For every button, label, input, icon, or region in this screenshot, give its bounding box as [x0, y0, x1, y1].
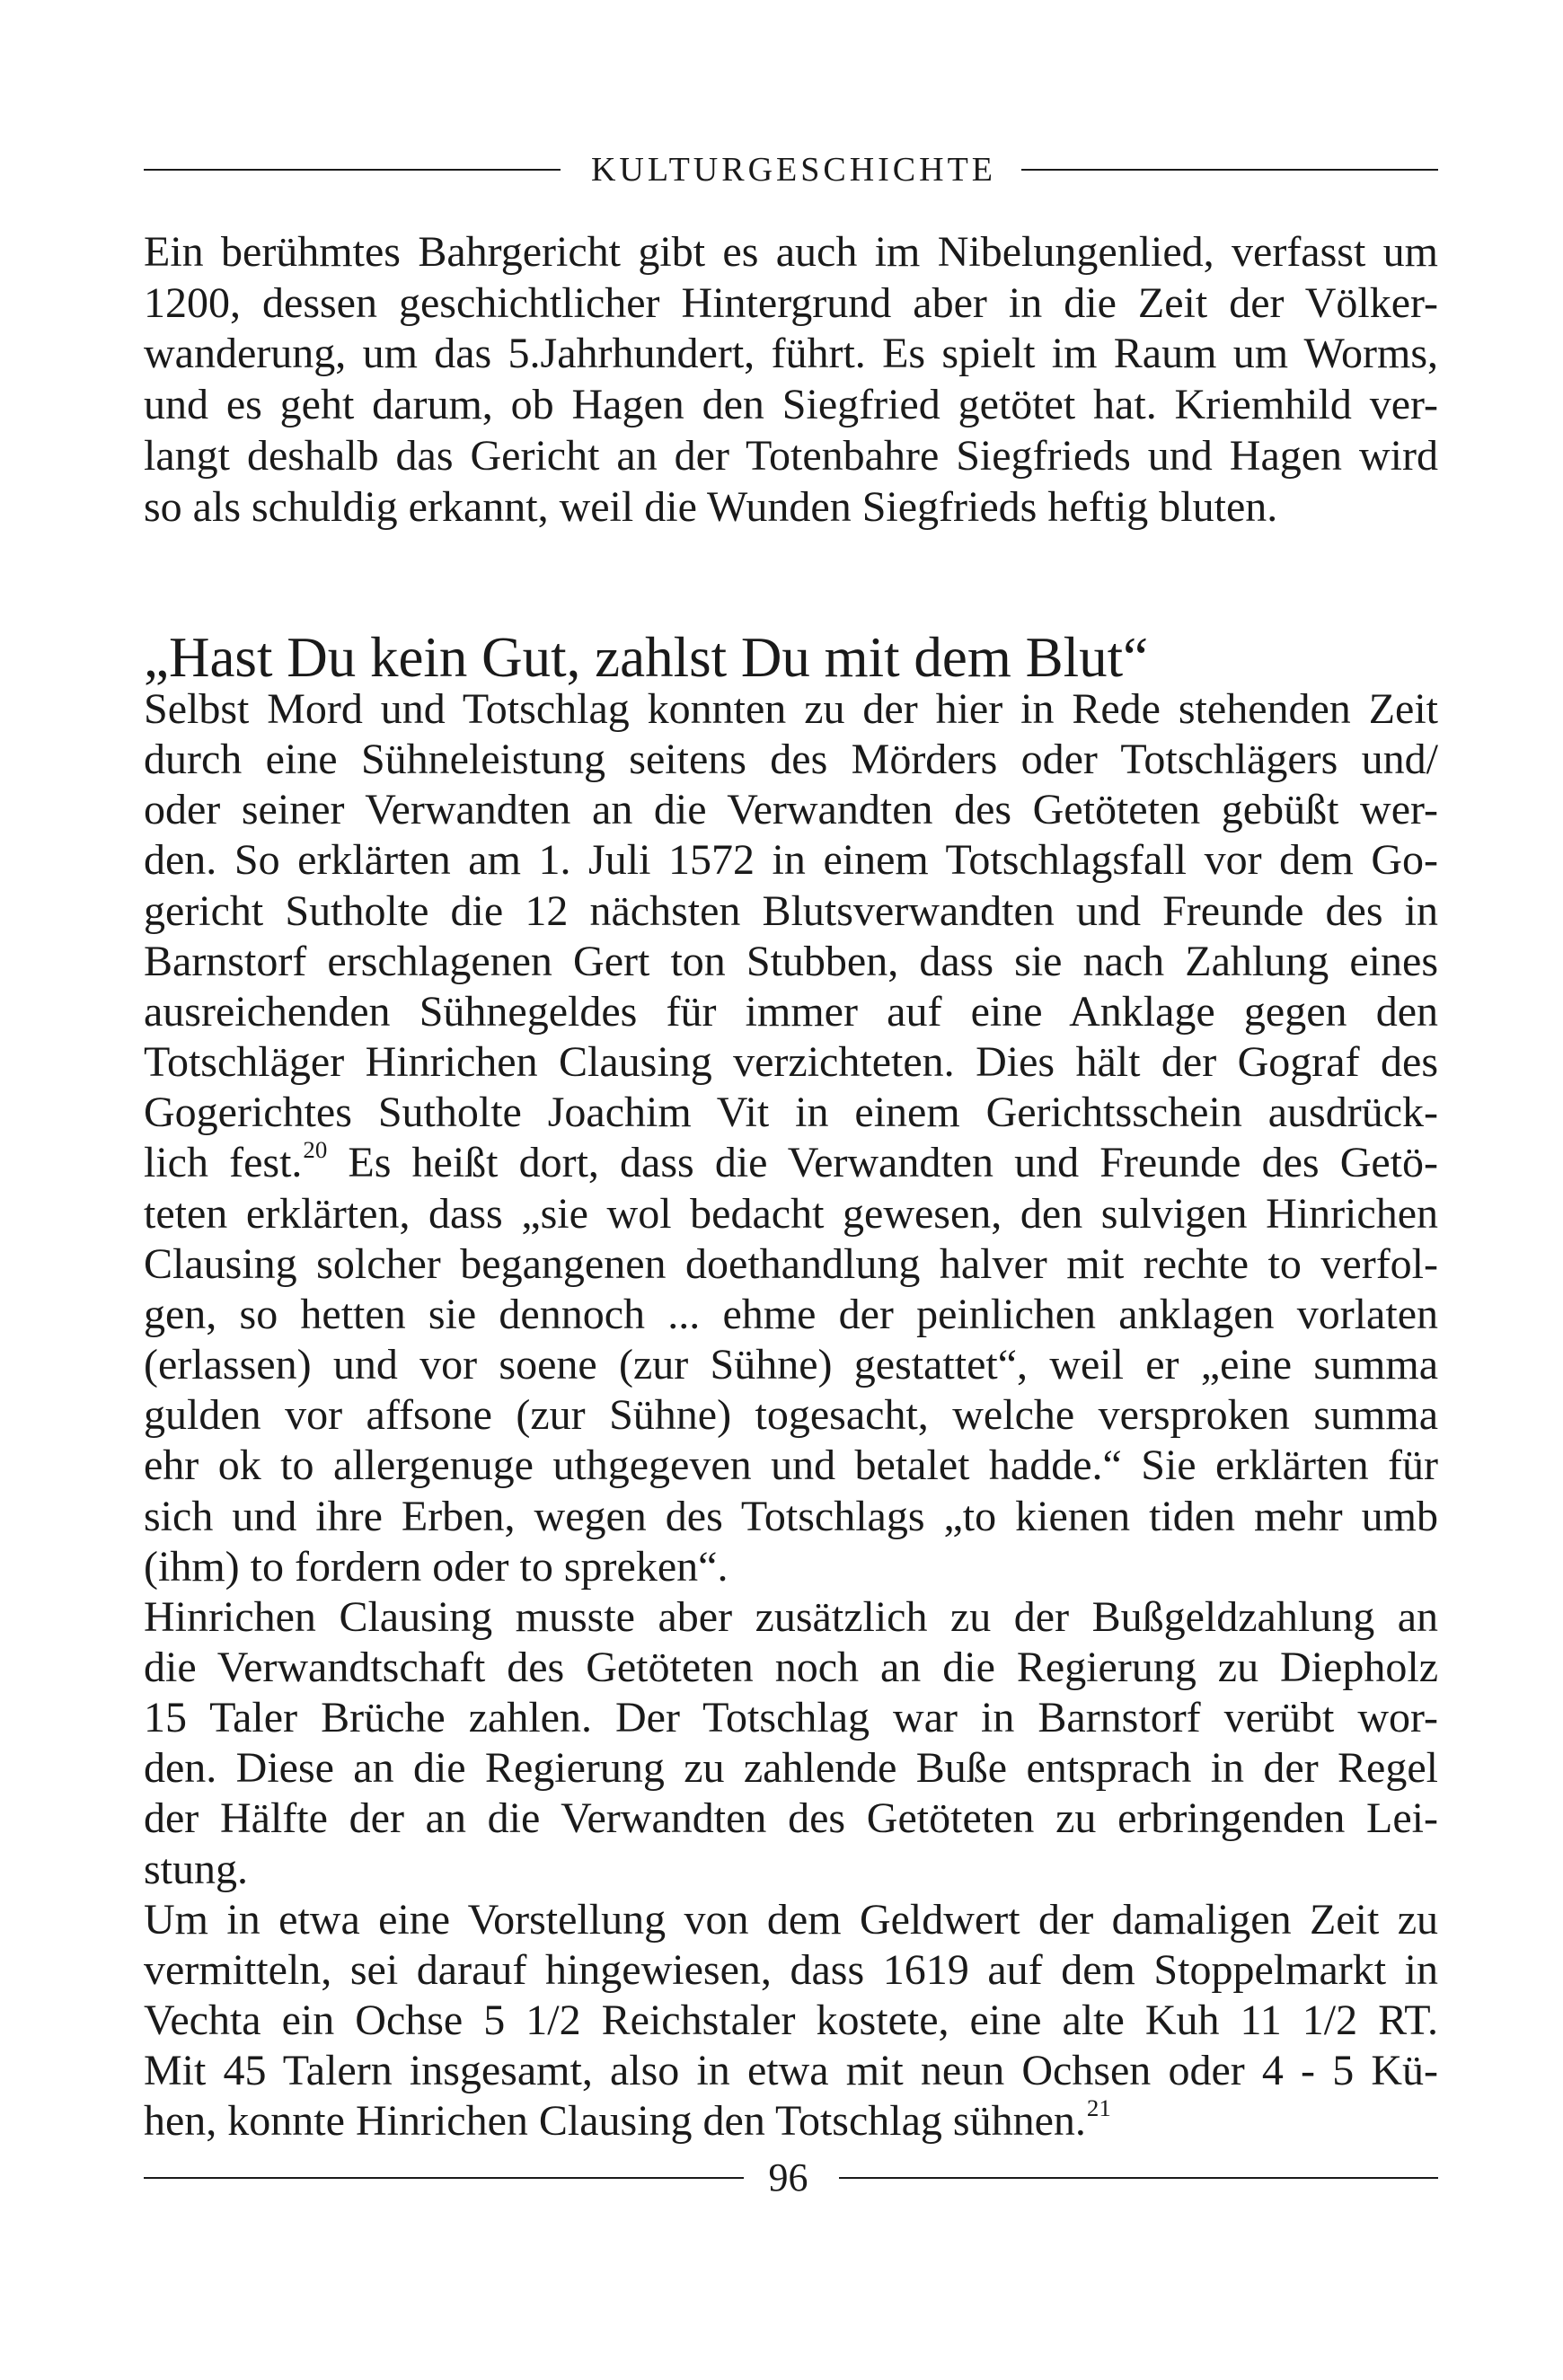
body-paragraph — [144, 1592, 1438, 1895]
text-line: oder seiner Verwandten an die Verwandten des Getöteten gebüßt wer- — [144, 786, 1438, 834]
text-line: Clausing solcher begangenen doethandlung halver mit rechte to verfol- — [144, 1239, 1438, 1288]
page-number: 96 — [768, 2155, 808, 2199]
text-line: gericht Sutholte die 12 nächsten Blutsverwandten und Freunde des in — [144, 886, 1438, 935]
text-line: (erlassen) und vor soene (zur Sühne) gestattet“, weil er „eine summa — [144, 1341, 1438, 1389]
text-line: durch eine Sühneleistung seitens des Mörders oder Totschlägers und/ — [144, 736, 1438, 784]
text-line: und es geht darum, ob Hagen den Siegfried getötet hat. Kriemhild ver- — [144, 381, 1438, 429]
text-line: Hinrichen Clausing musste aber zusätzlich zu der Bußgeldzahlung an — [144, 1592, 1438, 1641]
text-line: wanderung, um das 5.Jahrhundert, führt. Es spielt im Raum um Worms, — [144, 330, 1438, 378]
text-line: Barnstorf erschlagenen Gert ton Stubben, dass sie nach Zahlung eines — [144, 937, 1438, 985]
text-line: Totschläger Hinrichen Clausing verzichteten. Dies hält der Gograf des — [144, 1038, 1438, 1087]
text-line: Ein berühmtes Bahrgericht gibt es auch im Nibelungenlied, verfasst um — [144, 228, 1438, 276]
text-line: Selbst Mord und Totschlag konnten zu der hier in Rede stehenden Zeit — [144, 685, 1438, 733]
text-line: den. Diese an die Regierung zu zahlende Buße entsprach in der Regel — [144, 1744, 1438, 1793]
text-line: 1200, dessen geschichtlicher Hintergrund aber in die Zeit der Völker- — [144, 278, 1438, 327]
text-line: den. So erklärten am 1. Juli 1572 in einem Totschlagsfall vor dem Go- — [144, 836, 1438, 885]
text-line: teten erklärten, dass „sie wol bedacht gewesen, den sulvigen Hinrichen — [144, 1189, 1438, 1238]
footnote-marker: 21 — [1086, 2094, 1111, 2122]
text-line: ausreichenden Sühnegeldes für immer auf eine Anklage gegen den — [144, 987, 1438, 1036]
text-line: stung. — [144, 1845, 249, 1893]
folio-rule-right — [839, 2177, 1439, 2179]
body-paragraph — [144, 1895, 1438, 2147]
text-line: die Verwandtschaft des Getöteten noch an die Regierung zu Diepholz — [144, 1643, 1438, 1691]
intro-paragraph — [144, 227, 1438, 533]
text-line: Um in etwa eine Vorstellung von dem Geldwert der damaligen Zeit zu — [144, 1895, 1438, 1944]
text-line: sich und ihre Erben, wegen des Totschlags „to kienen tiden mehr umb — [144, 1492, 1438, 1540]
text-line: gen, so hetten sie dennoch ... ehme der peinlichen anklagen vorlaten — [144, 1290, 1438, 1338]
body-paragraph — [144, 684, 1438, 1592]
text-line: Mit 45 Talern insgesamt, also in etwa mit neun Ochsen oder 4 - 5 Kü- — [144, 2047, 1438, 2095]
text-line: Vechta ein Ochse 5 1/2 Reichstaler kostete, eine alte Kuh 11 1/2 RT. — [144, 1997, 1438, 2045]
text-line: so als schuldig erkannt, weil die Wunden Siegfrieds heftig bluten. — [144, 482, 1278, 531]
text-line: 15 Taler Brüche zahlen. Der Totschlag war in Barnstorf verübt wor- — [144, 1694, 1438, 1742]
text-line — [144, 1138, 1438, 1188]
section-heading: „Hast Du kein Gut, zahlst Du mit dem Blut“ — [144, 626, 1149, 689]
running-head — [144, 147, 1438, 192]
text-line: Gogerichtes Sutholte Joachim Vit in einem Gerichtsschein ausdrück- — [144, 1089, 1438, 1137]
folio-rule-left — [144, 2177, 744, 2179]
text-line: ehr ok to allergenuge uthgegeven und betalet hadde.“ Sie erklärten für — [144, 1441, 1438, 1490]
text-line — [144, 2096, 1438, 2146]
line-text: Es heißt dort, dass die Verwandten und Freunde des Getö- — [327, 1139, 1438, 1187]
text-line: vermitteln, sei darauf hingewiesen, dass 1619 auf dem Stoppelmarkt in — [144, 1945, 1438, 1994]
text-line: der Hälfte der an die Verwandten des Getöteten zu erbringenden Lei- — [144, 1794, 1438, 1843]
main-text — [144, 684, 1438, 2147]
text-line: langt deshalb das Gericht an der Totenbahre Siegfrieds und Hagen wird — [144, 431, 1438, 480]
line-text: hen, konnte Hinrichen Clausing den Totschlag sühnen. — [144, 2097, 1086, 2146]
running-head-title: KULTURGESCHICHTE — [590, 151, 997, 189]
text-line: (ihm) to fordern oder to spreken“. — [144, 1542, 729, 1591]
line-text: lich fest. — [144, 1139, 303, 1187]
running-head-rule-left — [144, 169, 561, 171]
running-head-rule-right — [1021, 169, 1438, 171]
footnote-marker: 20 — [303, 1136, 328, 1164]
page-footer — [144, 2155, 1438, 2200]
text-line: gulden vor affsone (zur Sühne) togesacht, welche versproken summa — [144, 1391, 1438, 1440]
